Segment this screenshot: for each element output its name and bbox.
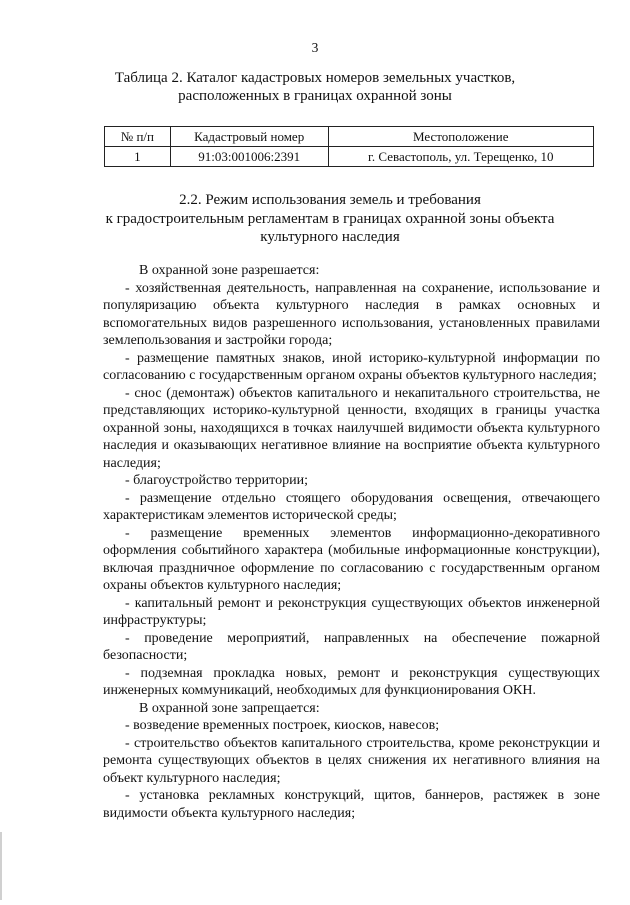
- forbidden-item: - установка рекламных конструкций, щитов, баннеров, растяжек в зоне видимости объекта культурного наследия;: [103, 788, 600, 821]
- section-title-line: 2.2. Режим использования земель и требования: [179, 192, 481, 208]
- page-number: 3: [311, 40, 319, 55]
- allowed-item: - размещение временных элементов информационно-декоративного оформления событийного характера (мобильные информационные конструкции), включая праздничное оформление по согласованию с государственным органом охраны объектов культурного наследия;: [103, 525, 600, 593]
- cell-number: 1: [105, 147, 171, 167]
- column-header-cadastral: Кадастровый номер: [170, 127, 328, 147]
- allowed-item: - хозяйственная деятельность, направленная на сохранение, использование и популяризацию объекта культурного наследия в рамках основных и вспомогательных видов разрешенного использования, установленных правилами землепользования и застройки города;: [103, 280, 600, 348]
- allowed-item: - снос (демонтаж) объектов капитального и некапитального строительства, не представляющих историко-культурной ценности, входящих в границы участка охранной зоны, находящихся в точках наилучшей видимости объекта культурного наследия и оказывающих негативное влияние на восприятие объекта культурного наследия;: [103, 385, 600, 471]
- cell-cadastral: 91:03:001006:2391: [170, 147, 328, 167]
- table-caption-line: Таблица 2. Каталог кадастровых номеров земельных участков,: [114, 70, 516, 86]
- allowed-item: - подземная прокладка новых, ремонт и реконструкция существующих инженерных коммуникаций, необходимых для функционирования ОКН.: [103, 665, 600, 698]
- allowed-item: - размещение отдельно стоящего оборудования освещения, отвечающего характеристикам элементов исторической среды;: [103, 490, 600, 523]
- column-header-number: № п/п: [105, 127, 171, 147]
- section-title-line: к градостроительным регламентам в границах охранной зоны объекта: [105, 210, 555, 227]
- allowed-item: - проведение мероприятий, направленных на обеспечение пожарной безопасности;: [103, 630, 600, 663]
- body-text: [103, 262, 600, 822]
- forbidden-item: - строительство объектов капитального строительства, кроме реконструкции и ремонта существующих объектов в целях снижения их негативного влияния на объект культурного наследия;: [103, 735, 600, 786]
- cadastral-table: [104, 126, 594, 167]
- column-header-location: Местоположение: [328, 127, 593, 147]
- table-row: [105, 147, 594, 167]
- table-caption-line: расположенных в границах охранной зоны: [178, 87, 452, 104]
- cell-location: г. Севастополь, ул. Терещенко, 10: [328, 147, 593, 167]
- allowed-item: - размещение памятных знаков, иной историко-культурной информации по согласованию с государственным органом охраны объектов культурного наследия;: [103, 350, 600, 383]
- scan-edge-mark: [0, 832, 2, 900]
- allowed-item: - капитальный ремонт и реконструкция существующих объектов инженерной инфраструктуры;: [103, 595, 600, 628]
- table-caption: [60, 70, 570, 105]
- forbidden-heading: В охранной зоне запрещается:: [139, 700, 320, 716]
- allowed-heading: В охранной зоне разрешается:: [139, 263, 320, 278]
- section-title-line: культурного наследия: [260, 229, 400, 245]
- forbidden-item: - возведение временных построек, киосков, навесов;: [125, 718, 440, 733]
- table-header-row: [105, 127, 594, 147]
- section-title: [60, 191, 600, 247]
- allowed-item: - благоустройство территории;: [125, 473, 308, 488]
